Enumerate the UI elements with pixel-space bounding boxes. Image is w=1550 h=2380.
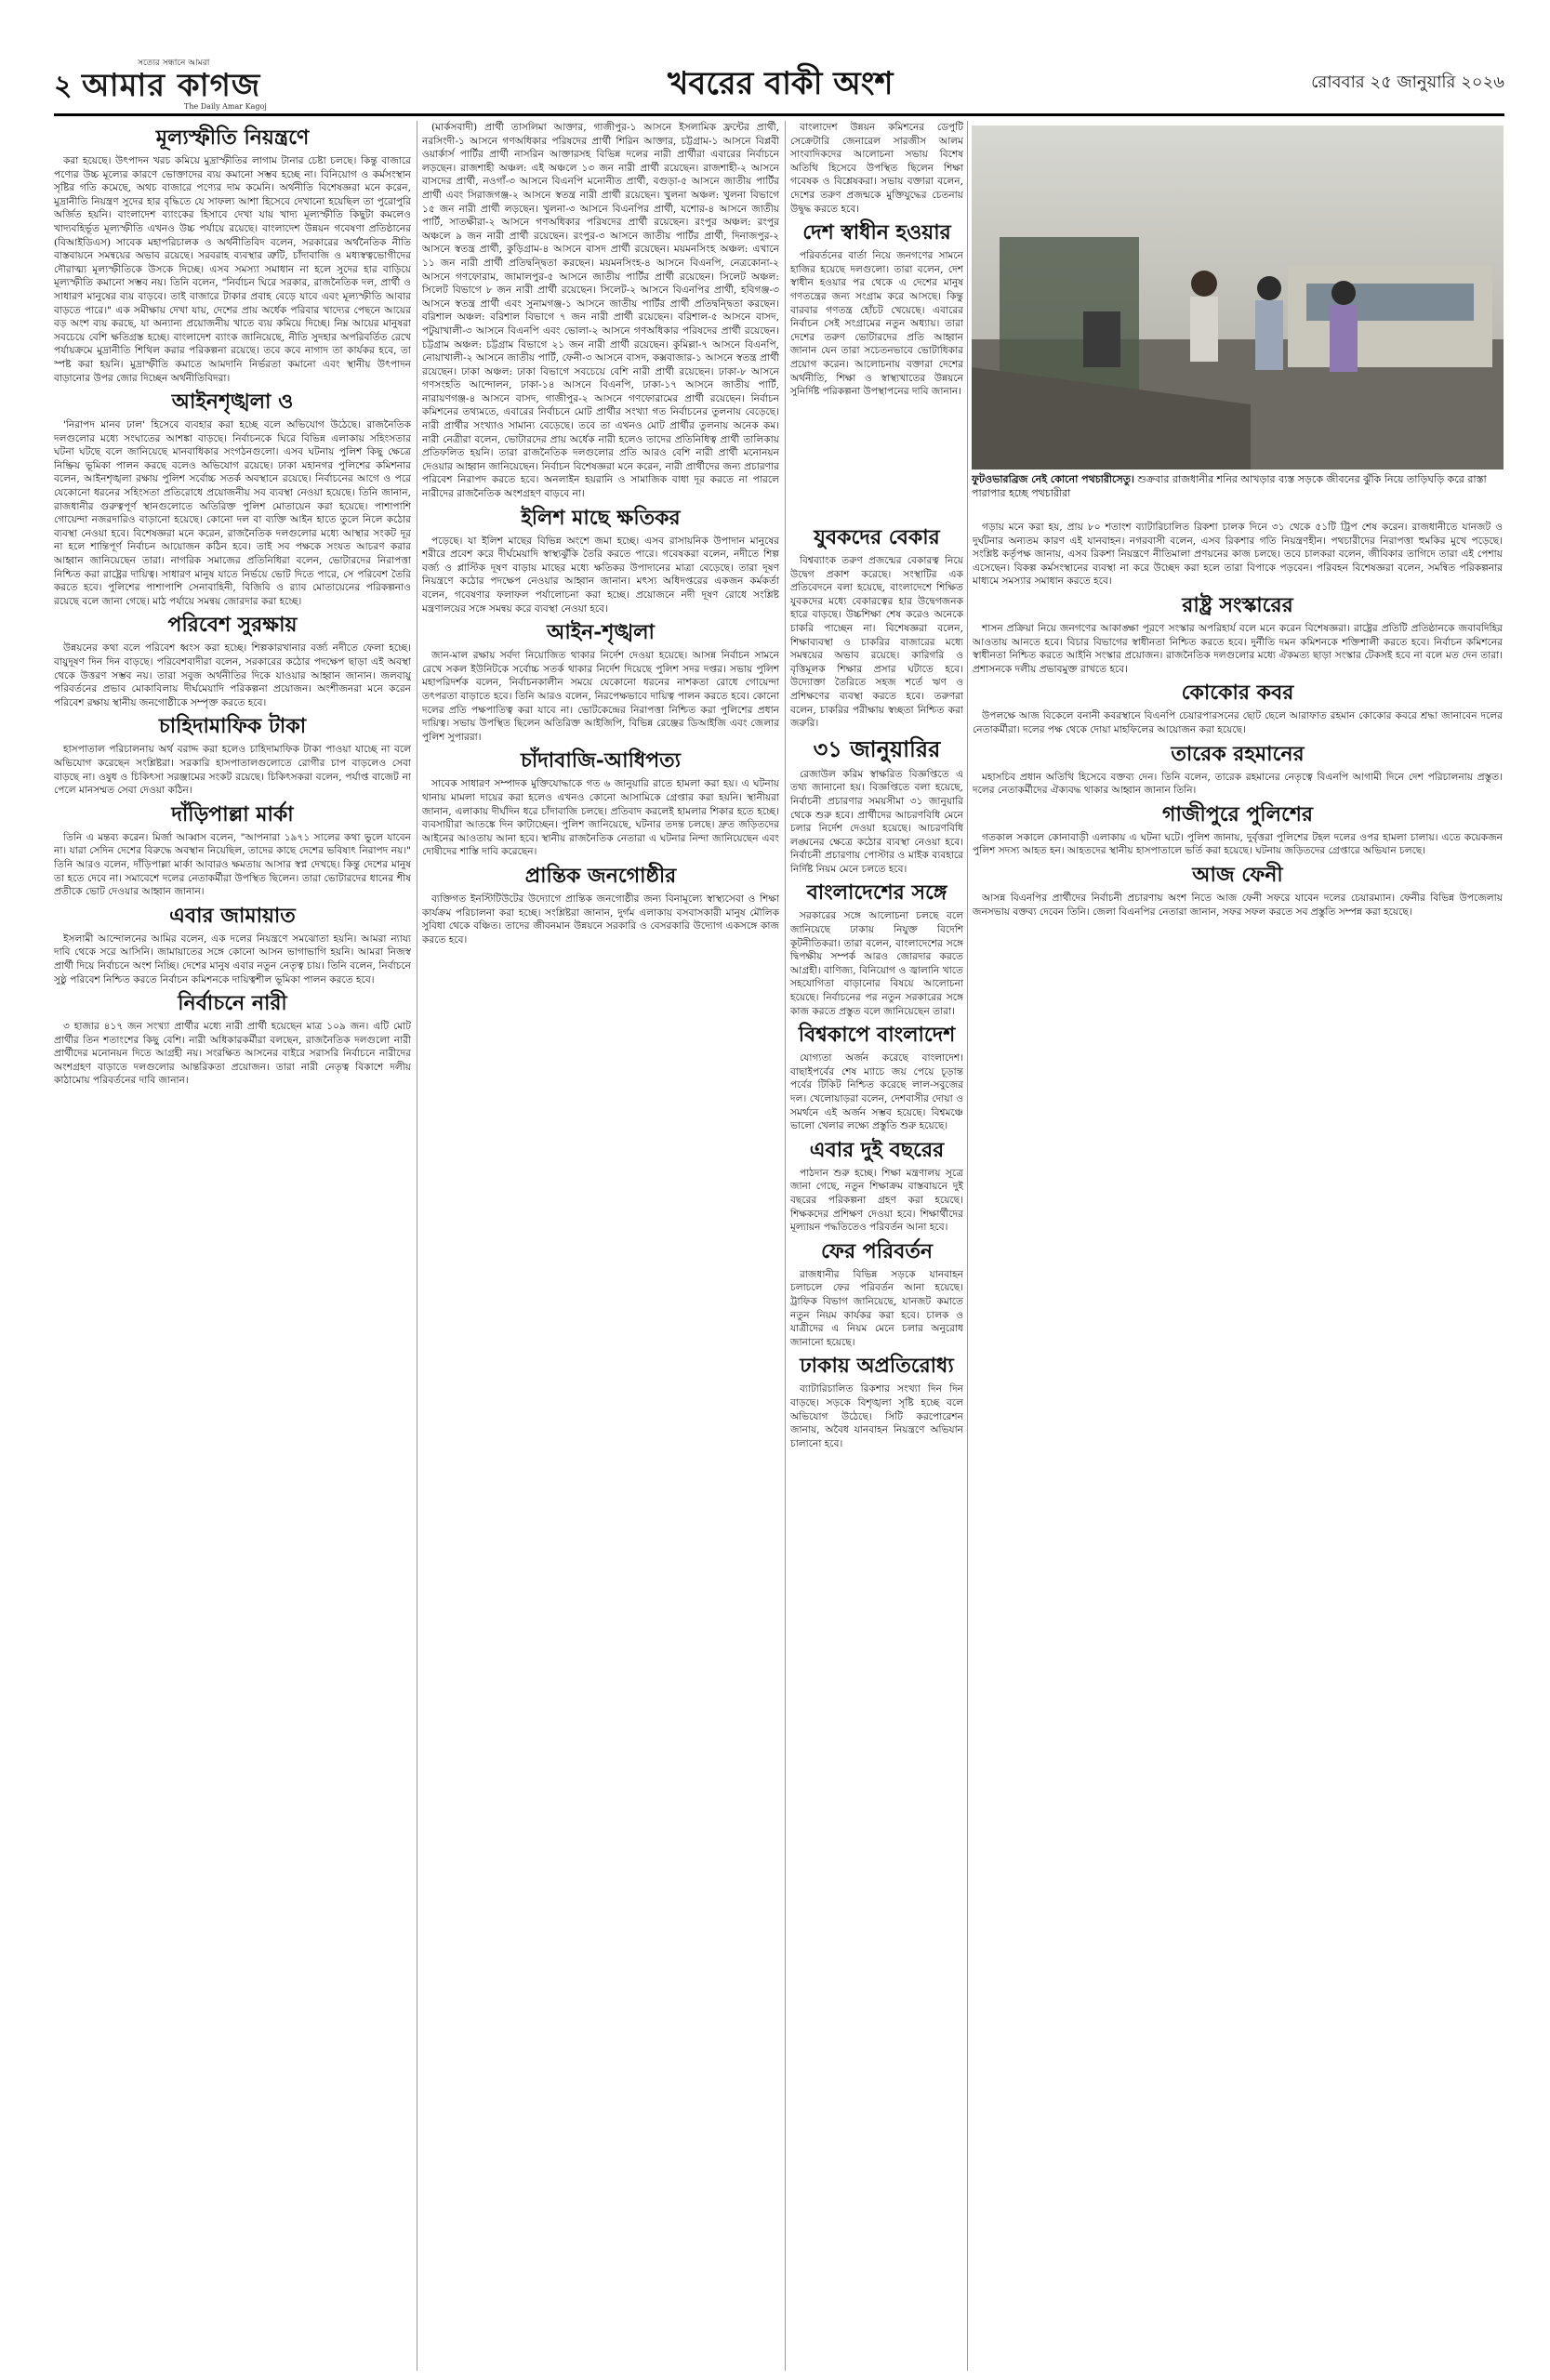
article-body: (মার্কসবাদী) প্রার্থী তাসলিমা আক্তার, গাজীপুর-১ আসনে ইসলামিক ফ্রন্টের প্রার্থী, নরসিংদী-১ আসনে গণঅধিকার পরিষদের প্রার্থী শিরিন আক্তার, চট্টগ্রাম-১ আসনে বিপ্লবী ওয়ার্কার্স পার্টির প্রার্থী নাসরিন আক্তারসহ বিভিন্ন দলের নারী প্রার্থীরা এবারের নির্বাচনে লড়ছেন। রাজশাহী অঞ্চল: এই অঞ্চলে ১৩ জন নারী প্রার্থী রয়েছেন। রাজশাহী-২ আসনে বাসদের প্রার্থী, নওগাঁ-৩ আসনে বিএনপি মনোনীত প্রার্থী, বগুড়া-৫ আসনে জাতীয় পার্টির প্রার্থী এবং সিরাজগঞ্জ-২ আসনে স্বতন্ত্র নারী প্রার্থী রয়েছেন। খুলনা অঞ্চল: খুলনা বিভাগে ১৫ জন নারী প্রার্থী লড়ছেন। খুলনা-৩ আসনে বিএনপির প্রার্থী, যশোর-৪ আসনে জাতীয় পার্টি, সাতক্ষীরা-২ আসনে গণঅধিকার পরিষদের প্রার্থী রয়েছেন। রংপুর অঞ্চল: রংপুর অঞ্চলে ৯ জন নারী প্রার্থী রয়েছেন। রংপুর-৩ আসনে জাতীয় পার্টির প্রার্থী, দিনাজপুর-২ আসনে স্বতন্ত্র প্রার্থী, কুড়িগ্রাম-৪ আসনে বাসদ প্রার্থী রয়েছেন। ময়মনসিংহ অঞ্চল: এখানে ১১ জন নারী প্রার্থী প্রতিদ্বন্দ্বিতা করছেন। ময়মনসিংহ-৪ আসনে বিএনপি, নেত্রকোনা-২ আসনে গণফোরাম, জামালপুর-৫ আসনে জাতীয় পার্টির প্রার্থী রয়েছেন। সিলেট অঞ্চল: সিলেট বিভাগে ৮ জন নারী প্রার্থী রয়েছেন। সিলেট-২ আসনে বিএনপির প্রার্থী, হবিগঞ্জ-৩ আসনে স্বতন্ত্র প্রার্থী এবং সুনামগঞ্জ-১ আসনে জাতীয় পার্টির প্রার্থী প্রতিদ্বন্দ্বিতা করছেন। বরিশাল অঞ্চল: বরিশাল বিভাগে ৭ জন নারী প্রার্থী রয়েছেন। বরিশাল-৫ আসনে বাসদ, পটুয়াখালী-৩ আসনে বিএনপি এবং ভোলা-২ আসনে গণঅধিকার পরিষদের প্রার্থী রয়েছেন। চট্টগ্রাম অঞ্চল: চট্টগ্রাম বিভাগে ২১ জন নারী প্রার্থী রয়েছেন। কুমিল্লা-৭ আসনে বিএনপি, নোয়াখালী-২ আসনে জাতীয় পার্টি, ফেনী-৩ আসনে বাসদ, কক্সবাজার-১ আসনে স্বতন্ত্র প্রার্থী রয়েছেন। ঢাকা অঞ্চল: ঢাকা বিভাগে সবচেয়ে বেশি নারী প্রার্থী রয়েছেন। ঢাকা-৮ আসনে গণসংহতি আন্দোলন, ঢাকা-১৪ আসনে বিএনপি, ঢাকা-১৭ আসনে জাতীয় পার্টি, নারায়ণগঞ্জ-৪ আসনে বাসদ, গাজীপুর-২ আসনে গণফোরামের প্রার্থী রয়েছেন। নির্বাচন কমিশনের তথ্যমতে, এবারের নির্বাচনে মোট প্রার্থীর সংখ্যা গত নির্বাচনের তুলনায় বেড়েছে। নারী প্রার্থীর সংখ্যাও সামান্য বেড়েছে। তবে তা এখনও মোট প্রার্থীর তুলনায় অনেক কম। নারী নেত্রীরা বলেন, ভোটারদের প্রায় অর্ধেক নারী হলেও তাদের প্রতিনিধিত্ব প্রার্থী তালিকায় প্রতিফলিত হয়নি। তারা রাজনৈতিক দলগুলোর প্রতি আরও বেশি নারী প্রার্থী মনোনয়ন দেওয়ার আহ্বান জানিয়েছেন। নির্বাচন বিশেষজ্ঞরা মনে করেন, নারী প্রার্থীদের জন্য প্রচারণার পরিবেশ নিরাপদ করতে হবে। অনলাইন হয়রানি ও সামাজিক বাধা দূর করতে না পারলে নারীদের রাজনৈতিক অংশগ্রহণ বাড়বে না। bbox=[422, 122, 779, 500]
article-body: বিশ্বব্যাংক তরুণ প্রজন্মের বেকারত্ব নিয়ে উদ্বেগ প্রকাশ করেছে। সংস্থাটির এক প্রতিবেদনে বলা হয়েছে, বাংলাদেশে শিক্ষিত যুবকদের মধ্যে বেকারত্বের হার উদ্বেগজনক হারে বাড়ছে। উচ্চশিক্ষা শেষ করেও অনেকে চাকরি পাচ্ছেন না। বিশেষজ্ঞরা বলেন, শিক্ষাব্যবস্থা ও চাকরির বাজারের মধ্যে সমন্বয়ের অভাব রয়েছে। কারিগরি ও বৃত্তিমূলক শিক্ষার প্রসার ঘটাতে হবে। উদ্যোক্তা তৈরিতে সহজ শর্তে ঋণ ও প্রশিক্ষণের ব্যবস্থা করতে হবে। তরুণরা বলেন, চাকরির পরীক্ষায় স্বচ্ছতা নিশ্চিত করা জরুরি। bbox=[790, 555, 963, 730]
article-headline: পরিবেশ সুরক্ষায় bbox=[167, 613, 298, 638]
article-column-3-top bbox=[790, 121, 963, 511]
article-headline: রাষ্ট্র সংস্কারের bbox=[1182, 592, 1293, 617]
article-headline: ঢাকায় অপ্রতিরোধ্য bbox=[800, 1354, 954, 1379]
article-body: সাবেক সাধারণ সম্পাদক মুক্তিযোদ্ধাকে গত ৬ জানুয়ারি রাতে হামলা করা হয়। এ ঘটনায় থানায় মামলা দায়ের করা হলেও এখনও কোনো আসামিকে গ্রেপ্তার করা হয়নি। স্থানীয়রা জানান, এলাকায় দীর্ঘদিন ধরে চাঁদাবাজি চলছে। প্রতিবাদ করলেই হামলার শিকার হতে হচ্ছে। ব্যবসায়ীরা আতঙ্কে দিন কাটাচ্ছেন। পুলিশ জানিয়েছে, ঘটনার তদন্ত চলছে। দ্রুত জড়িতদের আইনের আওতায় আনা হবে। স্থানীয় রাজনৈতিক নেতারা এ ঘটনার নিন্দা জানিয়েছেন এবং দোষীদের শাস্তি দাবি করেছেন। bbox=[422, 778, 779, 858]
article-body: রেজাউল করিম স্বাক্ষরিত বিজ্ঞপ্তিতে এ তথ্য জানানো হয়। বিজ্ঞপ্তিতে বলা হয়েছে, নির্বাচনী প্রচারণার সময়সীমা ৩১ জানুয়ারি থেকে শুরু হবে। প্রার্থীদের আচরণবিধি মেনে চলার নির্দেশ দেওয়া হয়েছে। আচরণবিধি লঙ্ঘনের ক্ষেত্রে কঠোর ব্যবস্থা নেওয়া হবে। নির্বাচনী প্রচারণায় পোস্টার ও মাইক ব্যবহারে নির্দিষ্ট নিয়ম মেনে চলতে হবে। bbox=[790, 768, 963, 875]
article-headline: এবার দুই বছরের bbox=[809, 1137, 945, 1162]
article-body: করা হয়েছে। উৎপাদন খরচ কমিয়ে মুদ্রাস্ফীতির লাগাম টানার চেষ্টা চলছে। কিন্তু বাজারে পণ্যের উচ্চ মূল্যের কারণে ভোক্তাদের ব্যয় কমানো সম্ভব হচ্ছে না। বিনিয়োগ ও কর্মসংস্থান সৃষ্টির গতি কমেছে, অথচ বাজারে পণ্যের দাম কমেনি। অর্থনীতি বিশেষজ্ঞরা মনে করেন, মুদ্রানীতি নিয়ন্ত্রণ সুদের হার বৃদ্ধিতে যে সাফল্য আশা হিসেবে দেখানো হয়েছিল তা পুরোপুরি অর্জিত হয়নি। বাংলাদেশ ব্যাংকের হিসাবে দেখা যায় খাদ্য মূল্যস্ফীতি কিছুটা কমলেও খাদ্যবহির্ভূত মূল্যস্ফীতি এখনও উচ্চ পর্যায়ে রয়েছে। বাংলাদেশ উন্নয়ন গবেষণা প্রতিষ্ঠানের (বিআইডিএস) সাবেক মহাপরিচালক ও অর্থনীতিবিদ বলেন, সরকারের অর্থনৈতিক নীতি বাস্তবায়নে সমন্বয়ের অভাব রয়েছে। সরবরাহ ব্যবস্থার ত্রুটি, চাঁদাবাজি ও মধ্যস্বত্বভোগীদের দৌরাত্ম্য মূল্যস্ফীতিকে উসকে দিচ্ছে। এসব সমস্যা সমাধান না হলে সুদের হার বাড়িয়ে মূল্যস্ফীতি কমানো সম্ভব নয়। তিনি বলেন, "নির্বাচন ঘিরে সরকার, রাজনৈতিক দল, প্রার্থী ও সাধারণ মানুষের ব্যয় বাড়বে। তাই বাজারে টাকার প্রবাহ বেড়ে যাবে এবং মূল্যস্ফীতি আবার বাড়তে পারে।" এক সমীক্ষায় দেখা যায়, দেশের প্রায় অর্ধেক পরিবার খাদ্যের পেছনে আয়ের বড় অংশ ব্যয় করছে, যা অন্যান্য প্রয়োজনীয় খাতে ব্যয় কমিয়ে দিচ্ছে। নিম্ন আয়ের মানুষরা সবচেয়ে বেশি ক্ষতিগ্রস্ত হচ্ছে। বাংলাদেশ ব্যাংক জানিয়েছে, নীতি সুদহার অপরিবর্তিত রেখে পর্যায়ক্রমে মুদ্রানীতি শিথিল করার পরিকল্পনা রয়েছে। তবে কবে নাগাদ তা কার্যকর হবে, তা স্পষ্ট করা হয়নি। মুদ্রাস্ফীতি কমাতে আমদানি নির্ভরতা কমানো এবং স্থানীয় উৎপাদন বাড়ানোর উপর জোর দিচ্ছেন অর্থনীতিবিদরা। bbox=[54, 155, 411, 384]
article-body: পরিবর্তনের বার্তা নিয়ে জনগণের সামনে হাজির হয়েছে দলগুলো। তারা বলেন, দেশ স্বাধীন হওয়ার পর থেকে এ দেশের মানুষ গণতন্ত্রের জন্য সংগ্রাম করে আসছে। কিন্তু বারবার গণতন্ত্র হোঁচট খেয়েছে। এবারের নির্বাচন সেই সংগ্রামের নতুন অধ্যায়। তারা দেশের তরুণ ভোটারদের প্রতি আহ্বান জানান যেন তারা সচেতনভাবে ভোটাধিকার প্রয়োগ করেন। আলোচনায় বক্তারা দেশের অর্থনীতি, শিক্ষা ও স্বাস্থ্যখাতের উন্নয়নে সুনির্দিষ্ট পরিকল্পনা উপস্থাপনের দাবি জানান। bbox=[790, 250, 963, 398]
article-headline: বাংলাদেশের সঙ্গে bbox=[806, 880, 947, 906]
article-body: পাঠদান শুরু হচ্ছে। শিক্ষা মন্ত্রণালয় সূত্রে জানা গেছে, নতুন শিক্ষাক্রম বাস্তবায়নে দুই বছরের পরিকল্পনা গ্রহণ করা হয়েছে। শিক্ষকদের প্রশিক্ষণ দেওয়া হবে। শিক্ষার্থীদের মূল্যায়ন পদ্ধতিতেও পরিবর্তন আনা হবে। bbox=[790, 1167, 963, 1234]
article-body: 'নিরাপদ মানব ঢাল' হিসেবে ব্যবহার করা হচ্ছে বলে অভিযোগ উঠেছে। রাজনৈতিক দলগুলোর মধ্যে সংঘাতের আশঙ্কা বাড়ছে। নির্বাচনকে ঘিরে বিভিন্ন এলাকায় সহিংসতার ঘটনা ঘটছে বলে জানিয়েছে মানবাধিকার সংগঠনগুলো। এসব ঘটনায় পুলিশ কিছু ক্ষেত্রে নিষ্ক্রিয় ভূমিকা পালন করছে বলেও অভিযোগ রয়েছে। ঢাকা মহানগর পুলিশের কমিশনার বলেন, আইনশৃঙ্খলা রক্ষায় পুলিশ সর্বোচ্চ সতর্ক অবস্থানে রয়েছে। নির্বাচনের আগে ও পরে যেকোনো ধরনের সহিংসতা প্রতিরোধে প্রয়োজনীয় সব ব্যবস্থা নেওয়া হয়েছে। তিনি জানান, রাজধানীর গুরুত্বপূর্ণ স্থানগুলোতে অতিরিক্ত পুলিশ মোতায়েন করা হয়েছে। পাশাপাশি গোয়েন্দা নজরদারিও বাড়ানো হয়েছে। কোনো দল বা ব্যক্তি আইন হাতে তুলে নিলে কঠোর ব্যবস্থা নেওয়া হবে। বিশেষজ্ঞরা মনে করেন, রাজনৈতিক দলগুলোর মধ্যে আস্থার সংকট দূর না হলে শান্তিপূর্ণ নির্বাচন আয়োজন কঠিন হবে। তাই সব পক্ষকে সংযত আচরণ করার আহ্বান জানিয়েছেন তারা। নাগরিক সমাজের প্রতিনিধিরা বলেন, ভোটারদের নিরাপত্তা নিশ্চিত করা রাষ্ট্রের দায়িত্ব। সাধারণ মানুষ যাতে নির্ভয়ে ভোট দিতে পারে, সে পরিবেশ তৈরি করতে হবে। পুলিশের পাশাপাশি সেনাবাহিনী, বিজিবি ও র‍্যাব মোতায়েনের পরিকল্পনাও রয়েছে বলে জানা গেছে। মাঠ পর্যায়ে সমন্বয় জোরদার করা হচ্ছে। bbox=[54, 419, 411, 607]
article-headline: তারেক রহমানের bbox=[1171, 741, 1305, 766]
article-body: আসন্ন বিএনপির প্রার্থীদের নির্বাচনী প্রচারণায় অংশ নিতে আজ ফেনী সফরে যাবেন দলের চেয়ারম্যান। ফেনীর বিভিন্ন উপজেলায় জনসভায় বক্তব্য দেবেন তিনি। জেলা বিএনপির নেতারা জানান, সফর সফল করতে সব প্রস্তুতি সম্পন্ন করা হয়েছে। bbox=[973, 892, 1503, 918]
article-body: ব্যক্তিগত ইনস্টিটিউটের উদ্যোগে প্রান্তিক জনগোষ্ঠীর জন্য বিনামূল্যে স্বাস্থ্যসেবা ও শিক্ষা কার্যক্রম পরিচালনা করা হচ্ছে। সংশ্লিষ্টরা জানান, দুর্গম এলাকায় বসবাসকারী মানুষ মৌলিক সুবিধা থেকে বঞ্চিত। তাদের জীবনমান উন্নয়নে সরকারি ও বেসরকারি উদ্যোগ একসঙ্গে কাজ করতে হবে। bbox=[422, 892, 779, 945]
logo-text: আমার কাগজ bbox=[82, 67, 261, 104]
article-headline: যুবকদের বেকার bbox=[814, 525, 940, 549]
article-headline: গাজীপুরে পুলিশের bbox=[1162, 801, 1313, 826]
column-divider bbox=[967, 121, 968, 2371]
article-body: শাসন প্রক্রিয়া নিয়ে জনগণের আকাঙ্ক্ষা পূরণে সংস্কার অপরিহার্য বলে মনে করেন বিশেষজ্ঞরা। রাষ্ট্রের প্রতিটি প্রতিষ্ঠানকে জবাবদিহির আওতায় আনতে হবে। বিচার বিভাগের স্বাধীনতা নিশ্চিত করতে হবে। দুর্নীতি দমন কমিশনকে শক্তিশালী করতে হবে। নির্বাচন কমিশনের স্বাধীনতা নিশ্চিত করতে আইনি সংস্কার প্রয়োজন। রাজনৈতিক দলগুলোর মধ্যে ঐকমত্য ছাড়া সংস্কার টেকসই হবে না বলে মত দেন তারা। প্রশাসনকে দলীয় প্রভাবমুক্ত রাখতে হবে। bbox=[973, 622, 1503, 675]
logo-subtitle: The Daily Amar Kagoj bbox=[184, 102, 267, 111]
article-column-1 bbox=[54, 121, 411, 2371]
article-headline: ৩১ জানুয়ারির bbox=[813, 734, 941, 762]
article-body: উপলক্ষে আজ বিকেলে বনানী কবরস্থানে বিএনপি চেয়ারপারসনের ছোট ছেলে আরাফাত রহমান কোকোর কবরে শ্রদ্ধা জানাবেন দলের নেতাকর্মীরা। দলের পক্ষ থেকে দোয়া মাহফিলের আয়োজন করা হয়েছে। bbox=[973, 710, 1503, 735]
article-body: ব্যাটারিচালিত রিকশার সংখ্যা দিন দিন বাড়ছে। সড়কে বিশৃঙ্খলা সৃষ্টি হচ্ছে বলে অভিযোগ উঠেছে। সিটি করপোরেশন জানায়, অবৈধ যানবাহন নিয়ন্ত্রণে অভিযান চালানো হবে। bbox=[790, 1383, 963, 1449]
page-number: ২ bbox=[54, 70, 73, 102]
article-headline: বিশ্বকাপে বাংলাদেশ bbox=[798, 1023, 956, 1048]
article-body: পড়েছে। যা ইলিশ মাছের বিভিন্ন অংশে জমা হচ্ছে। এসব রাসায়নিক উপাদান মানুষের শরীরে প্রবেশ করে দীর্ঘমেয়াদি স্বাস্থ্যঝুঁকি তৈরি করতে পারে। গবেষকরা বলেন, নদীতে শিল্প বর্জ্য ও প্লাস্টিক দূষণ বাড়ায় মাছের মধ্যে ক্ষতিকর উপাদানের মাত্রা বেড়েছে। তারা দূষণ নিয়ন্ত্রণে কঠোর পদক্ষেপ নেওয়ার আহ্বান জানান। মৎস্য অধিদপ্তরের একজন কর্মকর্তা বলেন, গবেষণার ফলাফল পর্যালোচনা করা হচ্ছে। প্রয়োজনে নদী দূষণ রোধে সংশ্লিষ্ট মন্ত্রণালয়ের সঙ্গে সমন্বয় করে ব্যবস্থা নেওয়া হবে। bbox=[422, 535, 779, 615]
article-body: জান-মাল রক্ষায় সর্বদা নিয়োজিত থাকার নির্দেশ দেওয়া হয়েছে। আসন্ন নির্বাচন সামনে রেখে সকল ইউনিটকে সর্বোচ্চ সতর্ক থাকার নির্দেশ দিয়েছে পুলিশ সদর দপ্তর। সভায় পুলিশ মহাপরিদর্শক বলেন, নির্বাচনকালীন সময়ে যেকোনো ধরনের নাশকতা রোধে গোয়েন্দা তৎপরতা বাড়াতে হবে। তিনি আরও বলেন, নিরপেক্ষভাবে দায়িত্ব পালন করতে হবে। কোনো দলের প্রতি পক্ষপাতিত্ব করা যাবে না। ভোটকেন্দ্রের নিরাপত্তা নিশ্চিত করা পুলিশের প্রধান দায়িত্ব। সভায় উপস্থিত ছিলেন অতিরিক্ত আইজিপি, বিভিন্ন রেঞ্জের ডিআইজি এবং জেলার পুলিশ সুপাররা। bbox=[422, 650, 779, 743]
article-headline: আইনশৃঙ্খলা ও bbox=[171, 390, 294, 415]
article-headline: ফের পরিবর্তন bbox=[821, 1238, 933, 1263]
article-headline: ইলিশ মাছে ক্ষতিকর bbox=[521, 505, 681, 530]
article-headline: চাহিদামাফিক টাকা bbox=[158, 714, 307, 739]
newspaper-logo bbox=[82, 59, 314, 111]
logo-tagline: সত্যের সন্ধানে আমরা bbox=[138, 59, 210, 68]
article-column-2 bbox=[422, 121, 779, 2371]
article-body: গড়ায় মনে করা হয়, প্রায় ৮০ শতাংশ ব্যাটারিচালিত রিকশা চালক দিনে ৩১ থেকে ৫১টি ট্রিপ শেষ করেন। রাজধানীতে যানজট ও দুর্ঘটনার অন্যতম কারণ এই যানবাহন। নগরবাসী বলেন, এসব রিকশার গতি নিয়ন্ত্রণহীন। পথচারীদের নিরাপত্তা হুমকির মুখে পড়েছে। সংশ্লিষ্ট কর্তৃপক্ষ জানায়, এসব রিকশা নিয়ন্ত্রণে নীতিমালা প্রণয়নের কাজ চলছে। তবে চালকরা বলেন, জীবিকার তাগিদে তারা এই পেশায় এসেছেন। বিকল্প কর্মসংস্থানের ব্যবস্থা না করে উচ্ছেদ করা হলে তারা বিপাকে পড়বেন। পরিবহন বিশেষজ্ঞরা বলেন, সমন্বিত পরিকল্পনার মাধ্যমে সমস্যার সমাধান করতে হবে। bbox=[973, 522, 1503, 588]
article-headline: নির্বাচনে নারী bbox=[178, 991, 287, 1016]
article-body: তিনি এ মন্তব্য করেন। মির্জা আব্বাস বলেন, "আপনারা ১৯৭১ সালের কথা ভুলে যাবেন না। যারা সেদিন দেশের বিরুদ্ধে অবস্থান নিয়েছিল, তাদের কাছে দেশের ভবিষ্যৎ নিরাপদ নয়।" তিনি আরও বলেন, দাঁড়িপাল্লা মার্কা আবারও ক্ষমতায় আসার স্বপ্ন দেখছে। কিন্তু দেশের মানুষ তা হতে দেবে না। সমাবেশে দলের নেতাকর্মীরা উপস্থিত ছিলেন। তারা ভোটারদের ধানের শীষ প্রতীকে ভোট দেওয়ার আহ্বান জানান। bbox=[54, 831, 411, 898]
article-body: মহাসচিব প্রধান অতিথি হিসেবে বক্তব্য দেন। তিনি বলেন, তারেক রহমানের নেতৃত্বে বিএনপি আগামী দিনে দেশ পরিচালনায় প্রস্তুত। দলের নেতাকর্মীদের ঐক্যবদ্ধ থাকার আহ্বান জানান তিনি। bbox=[973, 771, 1503, 797]
publication-date: রোববার ২৫ জানুয়ারি ২০২৬ bbox=[1311, 73, 1504, 92]
street-crossing-photo bbox=[972, 126, 1504, 469]
article-body: হাসপাতাল পরিচালনায় অর্থ বরাদ্দ করা হলেও চাহিদামাফিক টাকা পাওয়া যাচ্ছে না বলে অভিযোগ করেছেন সংশ্লিষ্টরা। সরকারি হাসপাতালগুলোতে রোগীর চাপ বাড়লেও সেবা বাড়ছে না। ওষুধ ও চিকিৎসা সরঞ্জামের সংকট রয়েছে। চিকিৎসকরা বলেন, পর্যাপ্ত বাজেট না পেলে মানসম্মত সেবা দেওয়া কঠিন। bbox=[54, 744, 411, 797]
article-body: ৩ হাজার ৪১৭ জন সংখ্যা প্রার্থীর মধ্যে নারী প্রার্থী হয়েছেন মাত্র ১০৯ জন। এটি মোট প্রার্থীর তিন শতাংশের কিছু বেশি। নারী অধিকারকর্মীরা বলছেন, রাজনৈতিক দলগুলো নারী প্রার্থীদের মনোনয়ন দিতে আগ্রহী নয়। সংরক্ষিত আসনের বাইরে সরাসরি নির্বাচনে নারীদের অংশগ্রহণ বাড়াতে দলগুলোর আন্তরিকতা প্রয়োজন। তারা নারী নেতৃত্ব বিকাশে দলীয় কাঠামোয় পরিবর্তনের দাবি জানান। bbox=[54, 1021, 411, 1087]
photo-caption bbox=[972, 472, 1504, 500]
article-headline: এবার জামায়াত bbox=[169, 903, 296, 928]
article-body: ইসলামী আন্দোলনের আমির বলেন, এক দলের নিয়ন্ত্রণে সমঝোতা হয়নি। আমরা ন্যায্য দাবি থেকে সরে আসিনি। জামায়াতের সঙ্গে কোনো আসন ভাগাভাগি হয়নি। আমরা নিজস্ব প্রার্থী দিয়ে নির্বাচনে অংশ নিচ্ছি। দেশের মানুষ এবার নতুন নেতৃত্ব চায়। তিনি বলেন, নির্বাচনে সুষ্ঠু পরিবেশ নিশ্চিত করতে নির্বাচন কমিশনকে দায়িত্বশীল ভূমিকা পালন করতে হবে। bbox=[54, 932, 411, 985]
article-headline: দাঁড়িপাল্লা মার্কা bbox=[171, 801, 294, 826]
masthead-rule bbox=[54, 113, 1504, 116]
news-photo bbox=[972, 126, 1504, 469]
article-column-3 bbox=[790, 521, 963, 2371]
caption-lead: ফুটওভারব্রিজ নেই কোনো পথচারীসেতু। bbox=[972, 473, 1134, 485]
caption-text: শুক্রবার রাজধানীর শনির আখড়ার ব্যস্ত সড়কে জীবনের ঝুঁকি নিয়ে তাড়িঘড়ি করে রাস্তা পারাপার হচ্ছে পথচারীরা bbox=[972, 473, 1487, 499]
article-body: রাজধানীর বিভিন্ন সড়কে যানবাহন চলাচলে ফের পরিবর্তন আনা হয়েছে। ট্রাফিক বিভাগ জানিয়েছে, যানজট কমাতে নতুন নিয়ম কার্যকর করা হবে। চালক ও যাত্রীদের এ নিয়ম মেনে চলার অনুরোধ জানানো হয়েছে। bbox=[790, 1268, 963, 1348]
article-body: বাংলাদেশ উন্নয়ন কমিশনের ডেপুটি সেক্রেটারি জেনারেল সারজীস আলম সাংবাদিকদের আলোচনা সভায় বিশেষ অতিথি হিসেবে উপস্থিত ছিলেন শিক্ষা গবেষক ও বিশ্লেষকরা। সভায় বক্তারা বলেন, দেশের তরুণ প্রজন্মকে মুক্তিযুদ্ধের চেতনায় উদ্বুদ্ধ করতে হবে। bbox=[790, 122, 963, 215]
article-headline: দেশ স্বাধীন হওয়ার bbox=[802, 220, 951, 245]
article-body: গতকাল সকালে কোনাবাড়ী এলাকায় এ ঘটনা ঘটে। পুলিশ জানায়, দুর্বৃত্তরা পুলিশের টহল দলের ওপর হামলা চালায়। এতে কয়েকজন পুলিশ সদস্য আহত হন। আহতদের স্থানীয় হাসপাতালে ভর্তি করা হয়েছে। ঘটনায় জড়িতদের গ্রেপ্তারে অভিযান চলছে। bbox=[973, 831, 1503, 857]
article-headline: মূল্যস্ফীতি নিয়ন্ত্রণে bbox=[155, 126, 310, 150]
article-body: যোগ্যতা অর্জন করেছে বাংলাদেশ। বাছাইপর্বের শেষ ম্যাচে জয় পেয়ে চূড়ান্ত পর্বের টিকিট নিশ্চিত করেছে লাল-সবুজের দল। খেলোয়াড়রা বলেন, দেশবাসীর দোয়া ও সমর্থনে এই অর্জন সম্ভব হয়েছে। বিশ্বমঞ্চে ভালো খেলার লক্ষ্যে প্রস্তুতি শুরু হয়েছে। bbox=[790, 1052, 963, 1132]
article-column-4 bbox=[973, 521, 1503, 2371]
article-headline: আজ ফেনী bbox=[1192, 862, 1283, 887]
article-headline: প্রান্তিক জনগোষ্ঠীর bbox=[524, 863, 677, 888]
column-divider bbox=[785, 121, 786, 2371]
article-body: সরকারের সঙ্গে আলোচনা চলছে বলে জানিয়েছে ঢাকায় নিযুক্ত বিদেশি কূটনীতিকরা। তারা বলেন, বাংলাদেশের সঙ্গে দ্বিপক্ষীয় সম্পর্ক আরও জোরদার করতে আগ্রহী। বাণিজ্য, বিনিয়োগ ও জ্বালানি খাতে সহযোগিতা বাড়ানোর বিষয়ে আলোচনা হয়েছে। নির্বাচনের পর নতুন সরকারের সঙ্গে কাজ করতে প্রস্তুত বলে জানিয়েছেন তারা। bbox=[790, 910, 963, 1017]
article-headline: কোকোর কবর bbox=[1181, 681, 1294, 706]
article-body: উন্নয়নের কথা বলে পরিবেশ ধ্বংস করা হচ্ছে। শিল্পকারখানার বর্জ্য নদীতে ফেলা হচ্ছে। বায়ুদূষণ দিন দিন বাড়ছে। পরিবেশবাদীরা বলেন, সরকারের কঠোর পদক্ষেপ ছাড়া এই অবস্থা থেকে উত্তরণ সম্ভব নয়। তারা সবুজ অর্থনীতির দিকে যাওয়ার আহ্বান জানান। জলবায়ু পরিবর্তনের প্রভাব মোকাবিলায় দীর্ঘমেয়াদি পরিকল্পনা প্রয়োজন। অংশীজনরা মনে করেন পরিবেশ রক্ষায় স্থানীয় জনগোষ্ঠীকে সম্পৃক্ত করতে হবে। bbox=[54, 642, 411, 708]
article-headline: চাঁদাবাজি-আধিপত্য bbox=[520, 748, 682, 774]
section-title: খবরের বাকী অংশ bbox=[668, 65, 894, 102]
masthead bbox=[54, 56, 1504, 112]
article-headline: আইন-শৃঙ্খলা bbox=[547, 620, 655, 645]
